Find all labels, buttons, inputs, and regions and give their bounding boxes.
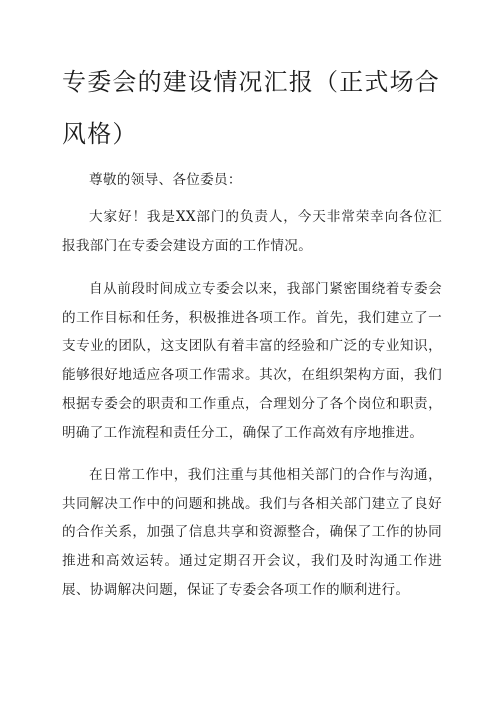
document-title: 专委会的建设情况汇报（正式场合风格） [62, 68, 440, 148]
paragraph-cooperation: 在日常工作中，我们注重与其他相关部门的合作与沟通，共同解决工作中的问题和挑战。我们与各相关部门建立了良好的合作关系，加强了信息共享和资源整合，确保了工作的协同推进和高效运转。通过定期召开会议，我们及时沟通工作进展、协调解决问题，保证了专委会各项工作的顺利进行。 [62, 467, 442, 598]
paragraph-greeting: 大家好！我是XX部门的负责人，今天非常荣幸向各位汇报我部门在专委会建设方面的工作情况。 [62, 209, 442, 254]
paragraph-team-and-structure: 自从前段时间成立专委会以来，我部门紧密围绕着专委会的工作目标和任务，积极推进各项工作。首先，我们建立了一支专业的团队，这支团队有着丰富的经验和广泛的专业知识，能够很好地适应各项工作需求。其次，在组织架构方面，我们根据专委会的职责和工作重点，合理划分了各个岗位和职责，明确了工作流程和责任分工，确保了工作高效有序地推进。 [62, 281, 442, 441]
salutation: 尊敬的领导、各位委员： [89, 172, 242, 188]
